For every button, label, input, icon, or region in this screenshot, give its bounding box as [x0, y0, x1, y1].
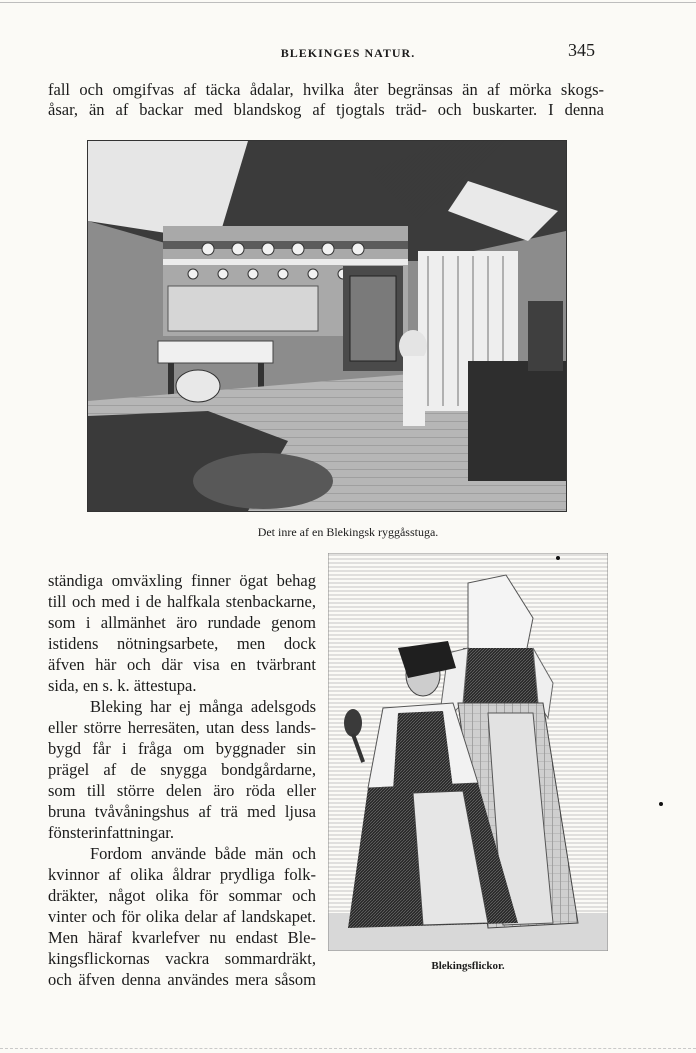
- body-line: eller större herresäten, utan dess lands-: [48, 718, 316, 737]
- body-line: som till större delen äro röda eller: [48, 781, 316, 800]
- body-line: fönsterinfattningar.: [48, 823, 175, 842]
- body-line: Men häraf kvarlefver nu endast Ble-: [48, 928, 316, 947]
- body-line: och äfven denna användes mera såsom: [48, 970, 316, 989]
- print-speck: [556, 556, 560, 560]
- girls-illustration: [328, 553, 608, 951]
- intro-line: åsar, än af backar med blandskog af tjogtals träd- och buskarter. I denna: [48, 100, 604, 119]
- body-line: istidens nötningsarbete, men dock: [48, 634, 316, 653]
- body-line: kingsflickornas vackra sommardräkt,: [48, 949, 316, 968]
- body-line: bygd får i fråga om byggnader sin: [48, 739, 316, 758]
- body-line: prägel af de snygga bondgårdarne,: [48, 760, 316, 779]
- body-line: dräkter, något olika för sommar och: [48, 886, 316, 905]
- body-line: vinter och för olika delar af landskapet.: [48, 907, 316, 926]
- body-line: Fordom använde både män och: [90, 844, 316, 863]
- running-head: BLEKINGES NATUR.: [280, 46, 416, 60]
- page-number: 345: [568, 40, 595, 60]
- body-line: äfven här och där visa en tvärbrant: [48, 655, 316, 674]
- bottom-rule: [0, 1048, 696, 1050]
- body-line: till och med i de halfkala stenbackarne,: [48, 592, 316, 611]
- body-line: Bleking har ej många adelsgods: [90, 697, 316, 716]
- intro-line: fall och omgifvas af täcka ådalar, hvilka åter begränsas än af mörka skogs-: [48, 80, 604, 99]
- body-line: ständiga omväxling finner ögat behag: [48, 571, 316, 590]
- body-line: bruna tvåvåningshus af trä med ljusa: [48, 802, 316, 821]
- body-line: kvinnor af olika åldrar prydliga folk-: [48, 865, 316, 884]
- figure-caption-interior: Det inre af en Blekingsk ryggåsstuga.: [257, 525, 439, 539]
- top-rule: [0, 2, 696, 3]
- print-speck: [659, 802, 663, 806]
- figure-caption-girls: Blekingsflickor.: [431, 960, 505, 972]
- interior-engraving-image: [88, 141, 566, 511]
- interior-illustration: [87, 140, 567, 512]
- body-line: som i allmänhet äro rundade genom: [48, 613, 316, 632]
- girls-engraving-image: [328, 553, 608, 951]
- body-line: sida, en s. k. ättestupa.: [48, 676, 197, 695]
